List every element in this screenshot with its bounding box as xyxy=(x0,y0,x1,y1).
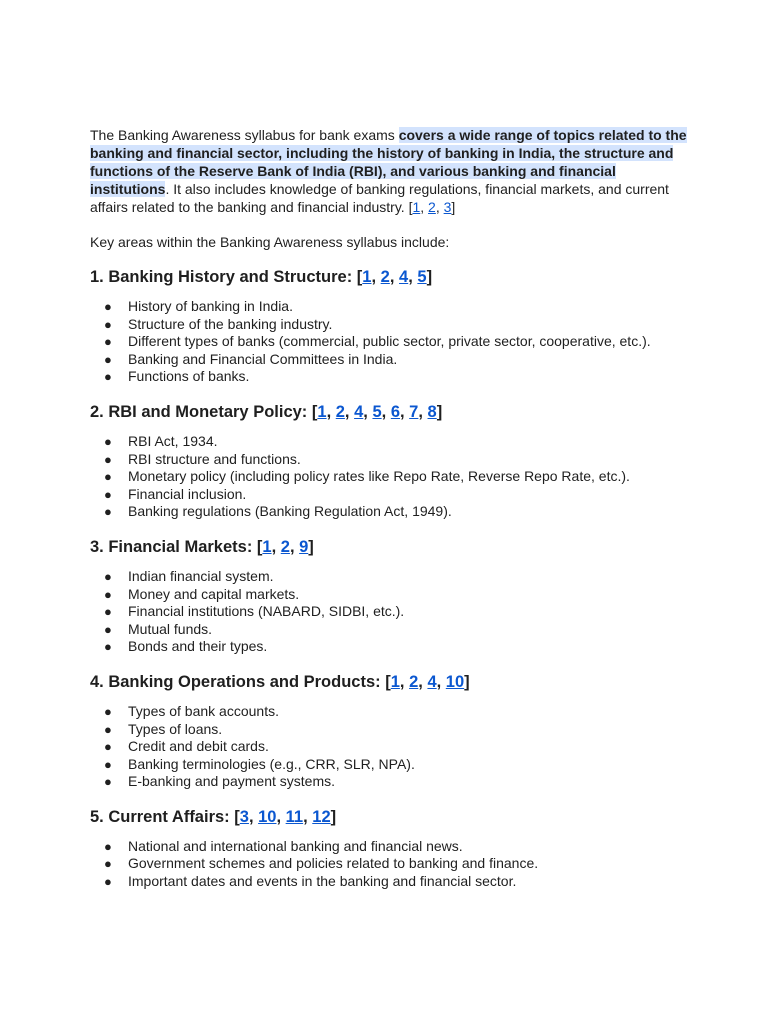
section-2-citation-link-2[interactable]: 2 xyxy=(335,402,345,421)
list-item xyxy=(90,568,690,586)
citation-separator: , xyxy=(399,672,410,691)
section-1-citation-link-4[interactable]: 4 xyxy=(399,268,409,286)
list-item xyxy=(90,486,690,504)
citation-separator: , xyxy=(436,672,446,691)
section-1-citation-link-1[interactable]: 1 xyxy=(362,268,372,286)
citation-separator: , xyxy=(276,807,286,826)
list-item-text: Structure of the banking industry. xyxy=(128,315,333,332)
bullet-icon: ● xyxy=(104,334,112,350)
bullet-icon: ● xyxy=(104,739,112,755)
section-4-citation-link-4[interactable]: 4 xyxy=(427,672,437,691)
bullet-icon: ● xyxy=(104,451,112,467)
list-item-text: Credit and debit cards. xyxy=(128,738,269,755)
citation-separator: , xyxy=(389,268,400,286)
section-heading-1 xyxy=(90,267,690,287)
section-4-citation-link-1[interactable]: 1 xyxy=(390,672,400,691)
list-item xyxy=(90,855,690,873)
bullet-icon: ● xyxy=(104,874,112,890)
bullet-icon: ● xyxy=(104,586,112,602)
section-citations xyxy=(240,808,331,826)
list-item-text: RBI Act, 1934. xyxy=(128,432,218,449)
section-heading-3 xyxy=(90,537,690,557)
list-item-text: RBI structure and functions. xyxy=(128,450,301,467)
section-4-citation-link-10[interactable]: 10 xyxy=(445,672,465,691)
citation-separator: , xyxy=(326,402,336,421)
citation-separator: , xyxy=(420,199,429,215)
bullet-icon: ● xyxy=(104,469,112,485)
citation-separator: , xyxy=(418,672,428,691)
list-item-text: Bonds and their types. xyxy=(128,638,268,655)
section-5-citation-link-3[interactable]: 3 xyxy=(239,807,249,826)
section-5-citation-link-10[interactable]: 10 xyxy=(258,807,277,826)
section-close-bracket: ] xyxy=(464,672,470,691)
list-item xyxy=(90,333,690,351)
list-item xyxy=(90,433,690,451)
section-2-citation-link-5[interactable]: 5 xyxy=(372,402,382,421)
intro-citation-link-3[interactable]: 3 xyxy=(443,199,452,215)
section-citations xyxy=(317,403,436,421)
section-list-5 xyxy=(90,838,690,891)
section-2-citation-link-8[interactable]: 8 xyxy=(427,402,437,421)
list-item-text: History of banking in India. xyxy=(128,298,293,314)
citation-separator: , xyxy=(271,537,281,556)
intro-citations xyxy=(412,199,451,215)
list-item xyxy=(90,316,690,334)
list-item-text: Mutual funds. xyxy=(128,620,213,637)
section-3-citation-link-1[interactable]: 1 xyxy=(262,537,272,556)
list-item-text: Financial institutions (NABARD, SIDBI, etc.). xyxy=(128,603,405,620)
bullet-icon: ● xyxy=(104,639,112,655)
citation-separator: , xyxy=(381,402,391,421)
list-item xyxy=(90,368,690,386)
intro-citation-link-2[interactable]: 2 xyxy=(428,199,436,215)
list-item xyxy=(90,298,690,316)
section-heading-2 xyxy=(90,402,690,422)
list-item-text: Monetary policy (including policy rates like Repo Rate, Reverse Repo Rate, etc.). xyxy=(128,468,630,485)
list-item xyxy=(90,721,690,739)
list-item xyxy=(90,773,690,791)
citation-separator: , xyxy=(289,537,300,556)
bullet-icon: ● xyxy=(104,504,112,520)
section-5-citation-link-11[interactable]: 11 xyxy=(285,807,304,826)
list-item-text: Indian financial system. xyxy=(128,567,274,584)
list-item xyxy=(90,756,690,774)
citation-separator: , xyxy=(363,402,373,421)
document-content xyxy=(90,126,690,891)
list-item-text: Important dates and events in the banking and financial sector. xyxy=(128,873,517,890)
list-item-text: Banking terminologies (e.g., CRR, SLR, NPA). xyxy=(128,755,415,772)
key-areas-lead: Key areas within the Banking Awareness syllabus include: xyxy=(90,234,450,250)
list-item xyxy=(90,603,690,621)
section-3-citation-link-2[interactable]: 2 xyxy=(280,537,290,556)
intro-close-bracket: ] xyxy=(451,199,456,215)
bullet-icon: ● xyxy=(104,621,112,637)
list-item xyxy=(90,503,690,521)
bullet-icon: ● xyxy=(104,838,112,854)
intro-highlight: covers a wide range of topics related to the banking and financial sector, including the history of banking in India, the structure and functions of the Reserve Bank of India (RBI), and various banking and financial institutions xyxy=(90,127,687,197)
citation-separator: , xyxy=(418,402,428,421)
section-heading-4 xyxy=(90,672,690,692)
list-item-text: Government schemes and policies related to banking and finance. xyxy=(128,855,539,872)
citation-separator: , xyxy=(400,402,410,421)
bullet-icon: ● xyxy=(104,703,112,719)
list-item xyxy=(90,738,690,756)
bullet-icon: ● xyxy=(104,856,112,872)
bullet-icon: ● xyxy=(104,486,112,502)
list-item-text: Types of loans. xyxy=(128,720,223,737)
intro-paragraph xyxy=(90,126,690,216)
citation-separator: , xyxy=(303,807,313,826)
list-item xyxy=(90,621,690,639)
citation-separator: , xyxy=(408,268,418,286)
section-2-citation-link-1[interactable]: 1 xyxy=(317,402,327,421)
section-close-bracket: ] xyxy=(330,807,337,826)
list-item xyxy=(90,451,690,469)
intro-text-end: . It also includes knowledge of banking regulations, financial markets, and current affairs related to the banking and financial industry. [ xyxy=(90,181,669,215)
bullet-icon: ● xyxy=(104,433,112,449)
section-heading-text: 2. RBI and Monetary Policy: [ xyxy=(90,402,318,421)
section-1-citation-link-5[interactable]: 5 xyxy=(417,268,427,286)
list-item-text: Banking and Financial Committees in India. xyxy=(128,350,398,367)
section-heading-text: 1. Banking History and Structure: [ xyxy=(90,268,363,286)
bullet-icon: ● xyxy=(104,316,112,332)
section-1-citation-link-2[interactable]: 2 xyxy=(380,268,390,286)
list-item xyxy=(90,468,690,486)
section-heading-text: 5. Current Affairs: [ xyxy=(90,807,240,826)
list-item-text: Types of bank accounts. xyxy=(128,702,279,719)
list-item xyxy=(90,838,690,856)
bullet-icon: ● xyxy=(104,756,112,772)
bullet-icon: ● xyxy=(104,299,112,314)
section-list-3 xyxy=(90,568,690,656)
bullet-icon: ● xyxy=(104,568,112,584)
list-item xyxy=(90,351,690,369)
list-item-text: Money and capital markets. xyxy=(128,585,300,602)
list-item-text: Functions of banks. xyxy=(128,368,250,385)
section-4-citation-link-2[interactable]: 2 xyxy=(409,672,419,691)
list-item-text: National and international banking and financial news. xyxy=(128,837,463,854)
section-citations xyxy=(262,538,308,556)
section-2-citation-link-6[interactable]: 6 xyxy=(390,402,400,421)
citation-separator: , xyxy=(371,268,381,286)
list-item xyxy=(90,638,690,656)
list-item-text: E-banking and payment systems. xyxy=(128,773,335,790)
intro-text-start: The Banking Awareness syllabus for bank exams xyxy=(90,127,399,143)
bullet-icon: ● xyxy=(104,721,112,737)
section-citations xyxy=(362,268,426,286)
section-5-citation-link-12[interactable]: 12 xyxy=(312,807,331,826)
list-item-text: Financial inclusion. xyxy=(128,485,247,502)
citation-separator: , xyxy=(248,807,259,826)
section-close-bracket: ] xyxy=(426,268,433,286)
section-heading-text: 4. Banking Operations and Products: [ xyxy=(90,672,391,691)
section-heading-text: 3. Financial Markets: [ xyxy=(90,537,263,556)
section-heading-5 xyxy=(90,807,690,827)
bullet-icon: ● xyxy=(104,604,112,620)
section-close-bracket: ] xyxy=(308,537,314,556)
section-close-bracket: ] xyxy=(436,402,443,421)
section-2-citation-link-7[interactable]: 7 xyxy=(409,402,419,421)
section-list-2 xyxy=(90,433,690,521)
intro-citation-link-1[interactable]: 1 xyxy=(412,199,421,215)
bullet-icon: ● xyxy=(104,351,112,367)
list-item xyxy=(90,586,690,604)
citation-separator: , xyxy=(435,199,444,215)
list-item xyxy=(90,873,690,891)
list-item-text: Banking regulations (Banking Regulation Act, 1949). xyxy=(128,503,452,520)
section-3-citation-link-9[interactable]: 9 xyxy=(299,537,309,556)
bullet-icon: ● xyxy=(104,369,112,385)
section-citations xyxy=(391,673,464,691)
bullet-icon: ● xyxy=(104,774,112,790)
list-item xyxy=(90,703,690,721)
list-item-text: Different types of banks (commercial, public sector, private sector, cooperative, etc.). xyxy=(128,333,651,350)
section-list-1 xyxy=(90,298,690,386)
section-2-citation-link-4[interactable]: 4 xyxy=(354,402,364,421)
section-list-4 xyxy=(90,703,690,791)
sections-container xyxy=(90,267,690,891)
citation-separator: , xyxy=(344,402,355,421)
